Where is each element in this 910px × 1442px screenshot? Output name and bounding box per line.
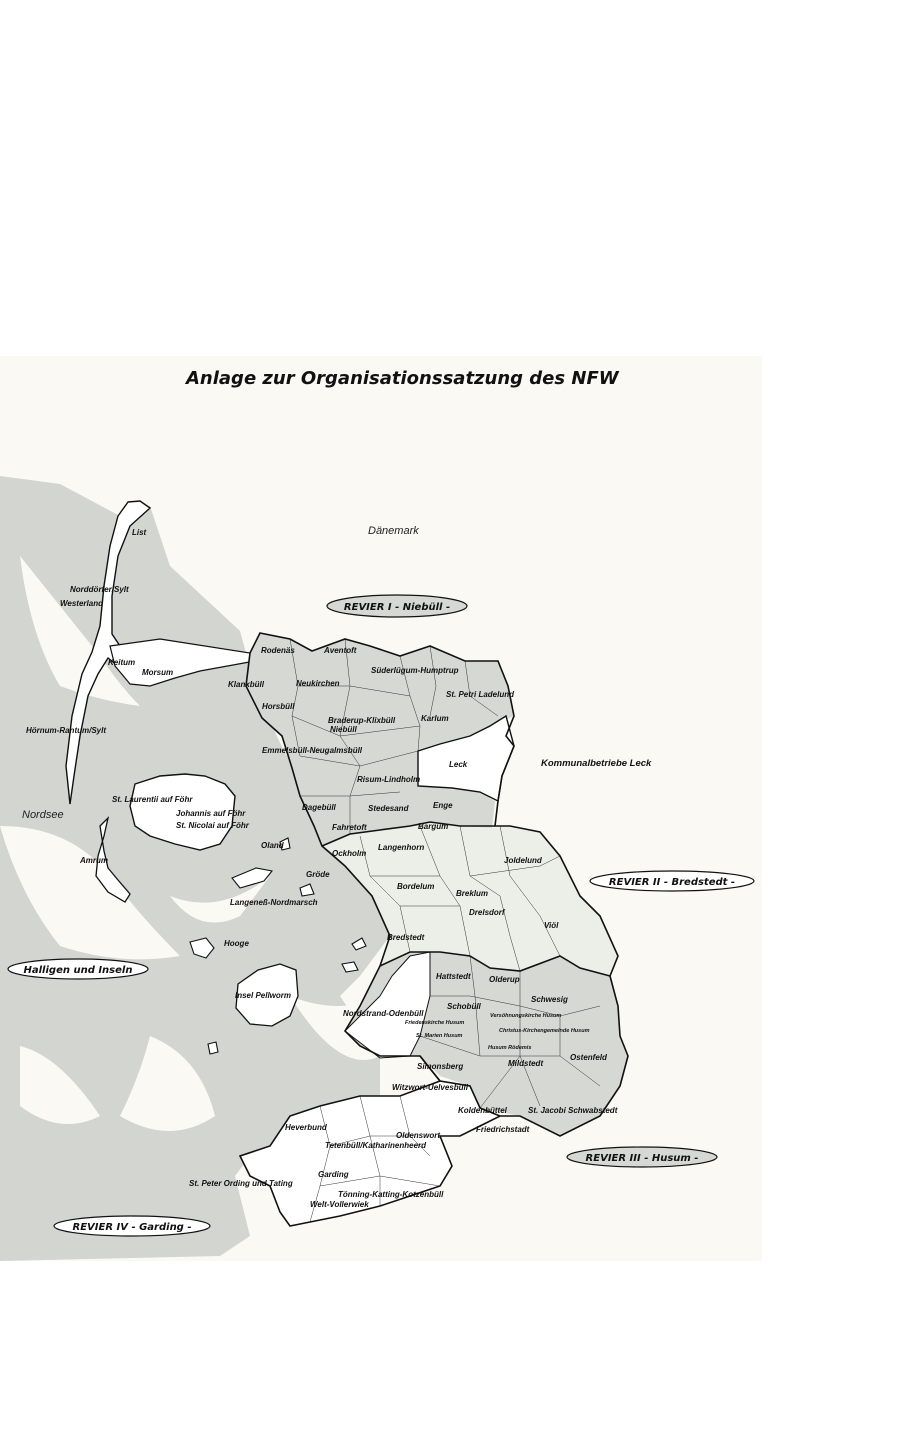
label-mildstedt: Mildstedt <box>508 1059 544 1068</box>
revier-4-badge[interactable] <box>54 1216 210 1236</box>
label-friedrichstadt: Friedrichstadt <box>476 1125 530 1134</box>
revier-3-label: REVIER III - Husum - <box>585 1153 699 1164</box>
label-amrum: Amrum <box>80 856 109 865</box>
label-langenhorn: Langenhorn <box>378 843 425 852</box>
label-hattstedt: Hattstedt <box>436 972 471 981</box>
label-keitum: Keitum <box>108 658 136 667</box>
label-drelsdorf: Drelsdorf <box>469 908 505 917</box>
label-bargum: Bargum <box>418 822 449 831</box>
label-friedenskirche: Friedenskirche Husum <box>405 1020 465 1026</box>
label-aventoft: Aventoft <box>324 646 357 655</box>
revier-1-badge[interactable] <box>327 595 467 617</box>
label-nicolai: St. Nicolai auf Föhr <box>176 821 249 830</box>
label-st-petri: St. Petri Ladelund <box>446 690 515 699</box>
label-garding: Garding <box>318 1170 349 1179</box>
label-olderup: Olderup <box>489 975 520 984</box>
label-breklum: Breklum <box>456 889 489 898</box>
label-joldelund: Joldelund <box>504 856 542 865</box>
label-enge: Enge <box>433 801 453 810</box>
label-st-marien: St. Marien Husum <box>416 1033 463 1039</box>
label-kommunalbetriebe: Kommunalbetriebe Leck <box>541 758 652 769</box>
revier-3-badge[interactable] <box>567 1147 717 1167</box>
label-simonsberg: Simonsberg <box>417 1062 464 1071</box>
map-sheet <box>0 356 762 1261</box>
label-morsum: Morsum <box>142 668 174 677</box>
label-langeness: Langeneß-Nordmarsch <box>230 898 318 907</box>
map-canvas <box>0 356 762 1261</box>
label-heverbund: Heverbund <box>285 1123 327 1132</box>
label-ostenfeld: Ostenfeld <box>570 1053 607 1062</box>
label-welt: Welt-Vollerwiek <box>310 1200 369 1209</box>
label-schobuell: Schobüll <box>447 1002 481 1011</box>
label-westerland: Westerland <box>60 599 103 608</box>
label-versoehnungskirche: Versöhnungskirche Husum <box>490 1013 562 1019</box>
label-hooge: Hooge <box>224 939 249 948</box>
label-suederluegum: Süderlügum-Humptrup <box>371 666 459 675</box>
map-title: Anlage zur Organisationssatzung des NFW <box>186 368 619 389</box>
label-risum: Risum-Lindholm <box>357 775 421 784</box>
label-braderup: Braderup-Klixbüll <box>328 716 396 725</box>
label-neukirchen: Neukirchen <box>296 679 340 688</box>
label-oland: Oland <box>261 841 284 850</box>
label-norddoerfer: Norddörfer/Sylt <box>70 585 129 594</box>
label-stedesand: Stedesand <box>368 804 409 813</box>
label-st-jacobi: St. Jacobi Schwabstedt <box>528 1106 618 1115</box>
revier-1-label: REVIER I - Niebüll - <box>343 602 451 613</box>
label-koldenbuettel: Koldenbüttel <box>458 1106 507 1115</box>
label-nordsee: Nordsee <box>22 809 64 821</box>
revier-2-label: REVIER II - Bredstedt - <box>608 877 736 888</box>
label-laurentii: St. Laurentii auf Föhr <box>112 795 193 804</box>
label-pellworm: Insel Pellworm <box>235 991 292 1000</box>
label-daenemark: Dänemark <box>368 525 419 537</box>
label-st-peter: St. Peter Ording und Tating <box>189 1179 293 1188</box>
label-bredstedt: Bredstedt <box>387 933 425 942</box>
revier-4-label: REVIER IV - Garding - <box>72 1222 192 1233</box>
halligen-label: Halligen und Inseln <box>23 965 133 976</box>
halligen-badge[interactable] <box>8 959 148 979</box>
label-bordelum: Bordelum <box>397 882 435 891</box>
label-witzwort: Witzwort-Uelvesbüll <box>392 1083 468 1092</box>
label-tetenbuell: Tetenbüll/Katharinenheerd <box>325 1141 427 1150</box>
label-list: List <box>132 528 147 537</box>
label-johannis: Johannis auf Föhr <box>176 809 246 818</box>
label-klanxbuell: Klanxbüll <box>228 680 265 689</box>
label-emmelsbuell: Emmelsbüll-Neugalmsbüll <box>262 746 363 755</box>
label-husum-roedemis: Husum Rödemis <box>488 1045 532 1051</box>
label-schwesig: Schwesig <box>531 995 568 1004</box>
label-vioel: Viöl <box>544 921 559 930</box>
label-dagebuell: Dagebüll <box>302 803 336 812</box>
label-toenning: Tönning-Katting-Kotzenbüll <box>338 1190 444 1199</box>
label-christus: Christus-Kirchengemeinde Husum <box>499 1028 590 1034</box>
label-oldenswort: Oldenswort <box>396 1131 441 1140</box>
label-niebuell: Niebüll <box>330 725 357 734</box>
label-groede: Gröde <box>306 870 330 879</box>
label-horsbuell: Horsbüll <box>262 702 295 711</box>
label-nordstrand: Nordstrand-Odenbüll <box>343 1009 424 1018</box>
label-leck: Leck <box>449 760 468 769</box>
label-hoernum: Hörnum-Rantum/Sylt <box>26 726 106 735</box>
label-rodenaes: Rodenäs <box>261 646 295 655</box>
label-ockholm: Ockholm <box>332 849 367 858</box>
label-karlum: Karlum <box>421 714 449 723</box>
label-fahretoft: Fahretoft <box>332 823 367 832</box>
revier-2-badge[interactable] <box>590 871 754 891</box>
